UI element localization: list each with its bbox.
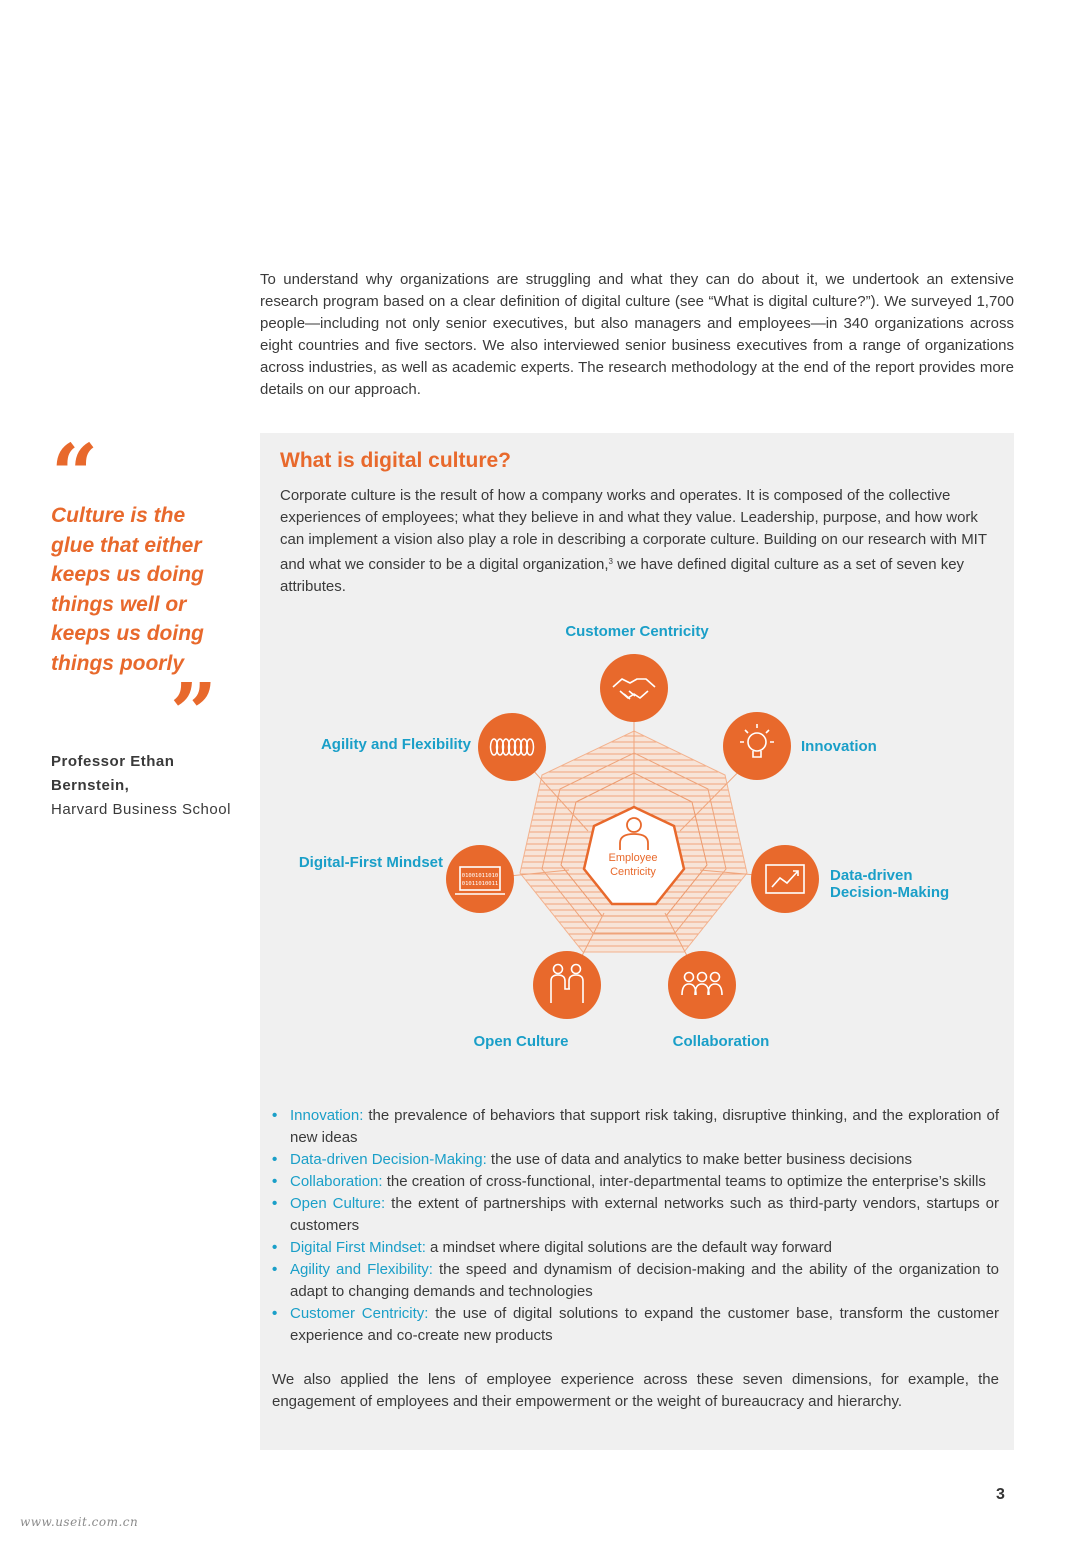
- label-agility: Agility and Flexibility: [320, 736, 471, 753]
- seven-attributes-diagram: [260, 613, 1014, 1073]
- page-number: 3: [996, 1486, 1005, 1503]
- item-term: Digital First Mindset:: [290, 1239, 426, 1256]
- hub-label-line1: Employee: [608, 852, 658, 864]
- item-desc: the speed and dynamism of decision-making and the ability of the organization to adapt to changing demands and technologies: [290, 1261, 1000, 1300]
- label-customer-centricity: Customer Centricity: [565, 623, 709, 640]
- item-term: Collaboration:: [290, 1173, 383, 1190]
- node-open-culture: [533, 951, 601, 1019]
- node-customer-centricity: [600, 654, 668, 722]
- item-term: Agility and Flexibility:: [290, 1261, 433, 1278]
- item-desc: the prevalence of behaviors that support risk taking, disruptive thinking, and the exploration of new ideas: [290, 1107, 999, 1146]
- node-innovation: [723, 712, 791, 780]
- node-collaboration: [668, 951, 736, 1019]
- panel-body-text: Corporate culture is the result of how a company works and operates. It is composed of the collective experiences of employees; what they believe in and what they value. Leadership, purpose, and how work can implement a vision also play a role in describing a corporate culture. Building on our research with MIT and what we consider to be a digital organization,: [280, 487, 987, 573]
- item-term: Open Culture:: [290, 1195, 386, 1212]
- item-desc: the creation of cross-functional, inter-departmental teams to optimize the enterprise’s skills: [382, 1173, 986, 1190]
- label-innovation: Innovation: [801, 738, 877, 755]
- panel-body: [280, 485, 1000, 598]
- attribute-definitions: [272, 1105, 999, 1347]
- closing-paragraph: We also applied the lens of employee experience across these seven dimensions, for example, the engagement of employees and their empowerment or the weight of bureaucracy and hierarchy.: [272, 1371, 999, 1410]
- footnote-ref: 3: [608, 557, 613, 566]
- node-digital-first: [446, 845, 514, 913]
- label-data-driven-line1: Data-driven: [830, 867, 913, 884]
- watermark: www.useit.com.cn: [20, 1515, 139, 1529]
- binary-line2: 01011010011: [461, 881, 499, 887]
- list-item: [272, 1303, 999, 1347]
- list-item: [272, 1193, 999, 1237]
- node-agility: [478, 713, 546, 781]
- list-item: [272, 1105, 999, 1149]
- item-desc: the use of data and analytics to make better business decisions: [486, 1151, 913, 1168]
- list-item: [272, 1259, 999, 1303]
- item-term: Innovation:: [290, 1107, 364, 1124]
- label-data-driven-line2: Decision-Making: [830, 884, 950, 901]
- node-data-driven: [751, 845, 819, 913]
- panel-body-text-end: we have defined digital culture as a set of seven key attributes.: [280, 556, 965, 595]
- open-quote-mark: “: [51, 427, 99, 523]
- quote-author: Professor Ethan Bernstein,: [51, 753, 175, 794]
- item-term: Customer Centricity:: [290, 1305, 429, 1322]
- digital-culture-panel: [260, 433, 1014, 1450]
- hub-label-line2: Centricity: [610, 866, 656, 878]
- label-digital-first: Digital-First Mindset: [298, 854, 443, 871]
- item-desc: a mindset where digital solutions are the default way forward: [425, 1239, 832, 1256]
- label-collaboration: Collaboration: [672, 1033, 770, 1050]
- panel-title: What is digital culture?: [280, 449, 512, 472]
- item-desc: the use of digital solutions to expand the customer base, transform the customer experience and co-create new products: [290, 1305, 999, 1344]
- list-item: [272, 1149, 999, 1171]
- list-item: [272, 1171, 999, 1193]
- close-quote-mark: ”: [169, 666, 217, 762]
- pull-quote: [51, 427, 231, 822]
- binary-line1: 01001011010: [461, 873, 499, 879]
- intro-paragraph: To understand why organizations are struggling and what they can do about it, we undertook an extensive research program based on a clear definition of digital culture (see “What is digital culture?”). We surveyed 1,700 people—including not only senior executives, but also managers and employees—in 340 organizations across eight countries and five sectors. We also interviewed senior business executives from a range of organizations across industries, as well as academic experts. The research methodology at the end of the report provides more details on our approach.: [260, 271, 1014, 398]
- quote-text: Culture is the glue that either keeps us doing things well or keeps us doing things poorly: [51, 504, 204, 675]
- item-term: Data-driven Decision-Making:: [290, 1151, 487, 1168]
- label-open-culture: Open Culture: [473, 1033, 569, 1050]
- item-desc: the extent of partnerships with external networks such as third-party vendors, startups or customers: [290, 1195, 1000, 1234]
- quote-affiliation: Harvard Business School: [51, 801, 231, 818]
- list-item: [272, 1237, 999, 1259]
